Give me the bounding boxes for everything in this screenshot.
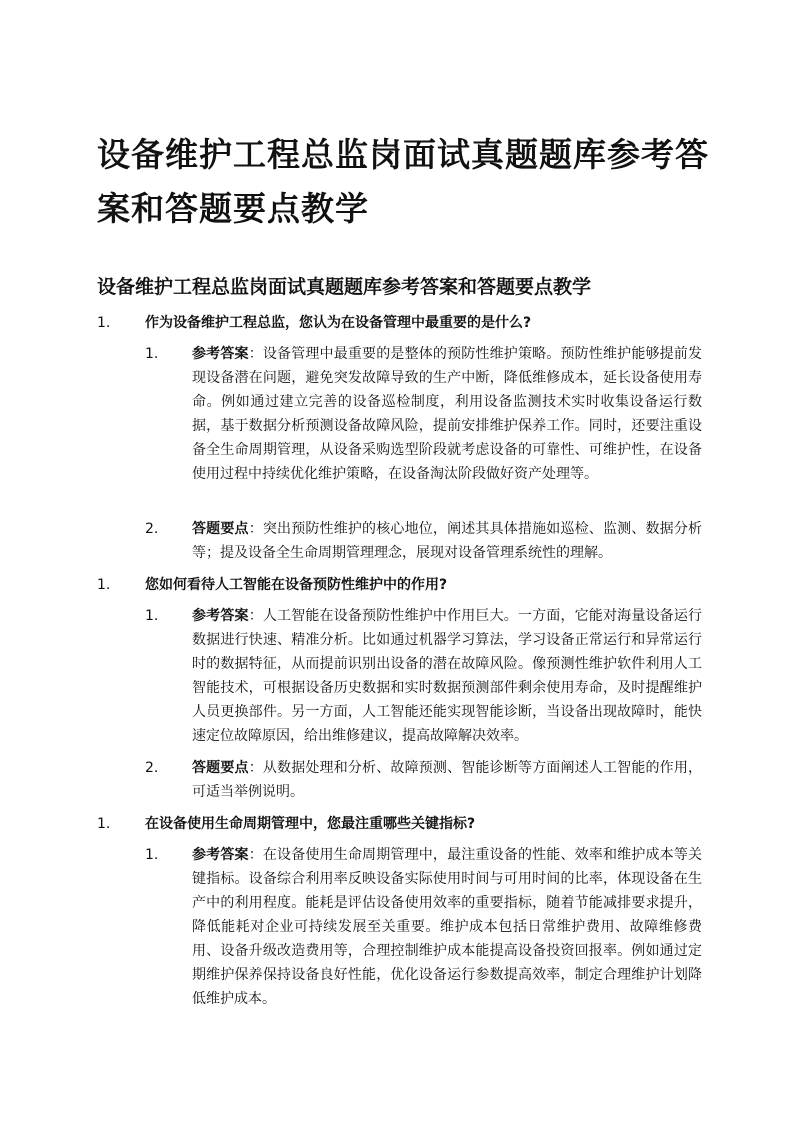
question-number: 1. [97, 315, 111, 331]
answer-text: 从数据处理和分析、故障预测、智能诊断等方面阐述人工智能的作用，可适当举例说明。 [192, 760, 703, 800]
answer-number: 1. [145, 608, 159, 624]
answer-paragraph [192, 843, 702, 1011]
answer-label: 参考答案 [192, 847, 249, 863]
answer-separator: ： [248, 608, 263, 624]
answer-label: 答题要点 [192, 521, 249, 537]
question-number: 1. [97, 816, 111, 832]
question-text: 在设备使用生命周期管理中，您最注重哪些关键指标? [145, 816, 476, 832]
question-number: 1. [97, 577, 111, 593]
answer-number: 1. [145, 346, 159, 362]
answer-number: 1. [145, 847, 159, 863]
answer-paragraph [192, 756, 702, 804]
section-heading: 设备维护工程总监岗面试真题题库参考答案和答题要点教学 [97, 276, 592, 298]
answer-label: 答题要点 [192, 760, 249, 776]
answer-paragraph [192, 517, 702, 565]
answer-separator: ： [248, 847, 263, 863]
answer-separator: ： [248, 521, 263, 537]
answer-text: 设备管理中最重要的是整体的预防性维护策略。预防性维护能够提前发现设备潜在问题，避免突发故障导致的生产中断，降低维修成本，延长设备使用寿命。例如通过建立完善的设备巡检制度，利用设备监测技术实时收集设备运行数据，基于数据分析预测设备故障风险，提前安排维护保养工作。同时，还要注重设备全生命周期管理，从设备采购选型阶段就考虑设备的可靠性、可维护性，在设备使用过程中持续优化维护策略，在设备淘汰阶段做好资产处理等。 [192, 346, 703, 482]
answer-paragraph [192, 342, 702, 486]
document-title: 设备维护工程总监岗面试真题题库参考答案和答题要点教学 [97, 135, 709, 228]
answer-number: 2. [145, 521, 159, 537]
answer-separator: ： [248, 346, 263, 362]
question-text: 作为设备维护工程总监，您认为在设备管理中最重要的是什么? [145, 315, 532, 331]
question-text: 您如何看待人工智能在设备预防性维护中的作用? [145, 577, 448, 593]
answer-number: 2. [145, 760, 159, 776]
answer-label: 参考答案 [192, 608, 249, 624]
answer-text: 人工智能在设备预防性维护中作用巨大。一方面，它能对海量设备运行数据进行快速、精准分析。比如通过机器学习算法，学习设备正常运行和异常运行时的数据特征，从而提前识别出设备的潜在故障风险。像预测性维护软件利用人工智能技术，可根据设备历史数据和实时数据预测部件剩余使用寿命，及时提醒维护人员更换部件。另一方面，人工智能还能实现智能诊断，当设备出现故障时，能快速定位故障原因，给出维修建议，提高故障解决效率。 [192, 608, 703, 744]
answer-separator: ： [248, 760, 263, 776]
answer-text: 在设备使用生命周期管理中，最注重设备的性能、效率和维护成本等关键指标。设备综合利用率反映设备实际使用时间与可用时间的比率，体现设备在生产中的利用程度。能耗是评估设备使用效率的重要指标，随着节能减排要求提升，降低能耗对企业可持续发展至关重要。维护成本包括日常维护费用、故障维修费用、设备升级改造费用等，合理控制维护成本能提高设备投资回报率。例如通过定期维护保养保持设备良好性能，优化设备运行参数提高效率，制定合理维护计划降低维护成本。 [192, 847, 703, 1007]
answer-paragraph [192, 604, 702, 748]
answer-text: 突出预防性维护的核心地位，阐述其具体措施如巡检、监测、数据分析等；提及设备全生命周期管理理念，展现对设备管理系统性的理解。 [192, 521, 703, 561]
answer-label: 参考答案 [192, 346, 249, 362]
